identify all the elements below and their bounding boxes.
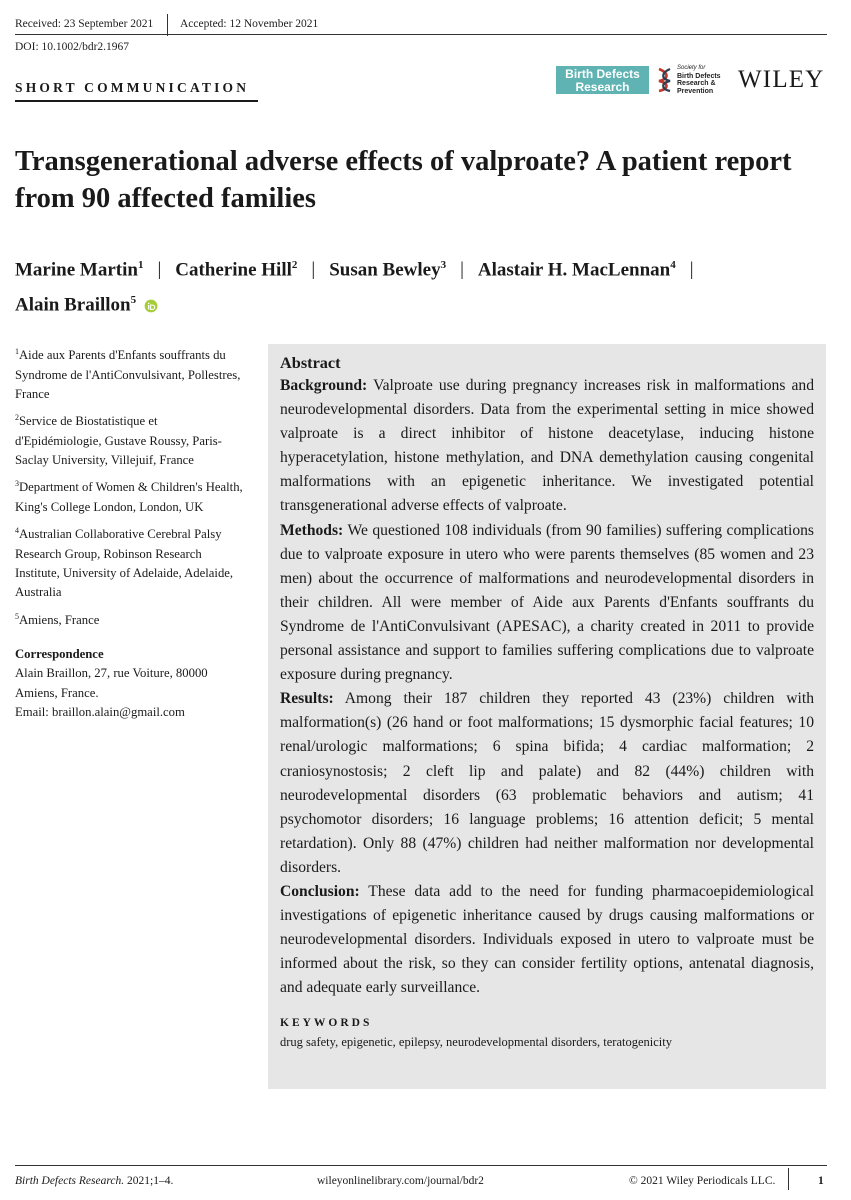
footer-year-pages: 2021;1–4. xyxy=(127,1175,174,1187)
author-separator: | xyxy=(311,259,316,281)
society-logo-small: Society for xyxy=(677,65,706,71)
accepted-date: Accepted: 12 November 2021 xyxy=(180,18,319,30)
page-number: 1 xyxy=(818,1175,824,1187)
author-affil-sup: 4 xyxy=(670,259,676,271)
correspondence-heading: Correspondence xyxy=(15,647,104,662)
society-logo-line1: Birth Defects xyxy=(677,72,721,80)
methods-label: Methods: xyxy=(280,521,344,539)
society-logo xyxy=(655,65,735,97)
keywords-heading: KEYWORDS xyxy=(280,1017,373,1030)
author-separator: | xyxy=(157,259,162,281)
correspondence-line: Amiens, France. xyxy=(15,685,99,700)
background-label: Background: xyxy=(280,377,368,394)
received-date: Received: 23 September 2021 xyxy=(15,18,154,30)
society-logo-line3: Prevention xyxy=(677,87,714,95)
affiliation-text: Australian Collaborative Cerebral Palsy Research Group, Robinson Research Institute, University of Adelaide, Adelaide, Australia xyxy=(15,527,234,600)
affiliations-column xyxy=(15,342,247,722)
footer-journal-name: Birth Defects Research. xyxy=(15,1175,125,1187)
journal-logo-line1: Birth Defects xyxy=(565,67,640,81)
footer-rule xyxy=(15,1165,827,1166)
author-name[interactable]: Catherine Hill xyxy=(175,259,292,281)
conclusion-label: Conclusion: xyxy=(280,882,360,900)
header-rule xyxy=(15,34,827,35)
abstract-results xyxy=(280,687,814,880)
keywords-list: drug safety, epigenetic, epilepsy, neurodevelopmental disorders, teratogenicity xyxy=(280,1035,672,1050)
abstract-conclusion xyxy=(280,880,814,1000)
affiliation-text: Service de Biostatistique et d'Epidémiologie, Gustave Roussy, Paris-Saclay University, Villejuif, France xyxy=(15,414,222,467)
affiliation-item xyxy=(15,342,247,404)
society-logo-line2: Research & xyxy=(677,80,716,88)
background-text: Valproate use during pregnancy increases risk in malformations and neurodevelopmental disorders. Data from the experimental setting in mice showed valproate is a direct inhibitor of histone deacetylase, inducing histone hyperacetylation, histone methylation, and DNA demethylation causing congenital malformations with an epigenetic inheritance. We investigated potential transgenerational adverse effects of valproate. xyxy=(280,377,815,515)
affiliation-text: Department of Women & Children's Health, King's College London, London, UK xyxy=(15,480,243,514)
author-affil-sup: 3 xyxy=(440,259,447,271)
results-label: Results: xyxy=(280,690,334,708)
journal-logo xyxy=(556,66,649,94)
affiliation-text: Aide aux Parents d'Enfants souffrants du Syndrome de l'AntiConvulsivant, Pollestres, France xyxy=(15,348,241,401)
footer-url[interactable]: wileyonlinelibrary.com/journal/bdr2 xyxy=(317,1175,484,1187)
methods-text: We questioned 108 individuals (from 90 families) suffering complications due to valproate exposure in utero who were parents themselves (85 women and 23 men) about the occurrence of malformations and neurodevelopmental disorders in their children. All were member of Aide aux Parents d'Enfants souffrants du Syndrome de l'AntiConvulsivant (APESAC), a charity created in 2011 to provide personal assistance and support to families suffering complications due to valproate exposure during pregnancy. xyxy=(280,521,815,684)
footer-copyright: © 2021 Wiley Periodicals LLC. xyxy=(629,1175,776,1187)
author-affil-sup: 1 xyxy=(137,259,144,271)
affiliation-number: 4 xyxy=(15,526,19,536)
publisher-logo: WILEY xyxy=(738,66,825,93)
affiliation-text: Amiens, France xyxy=(19,612,100,627)
abstract-box xyxy=(268,344,826,1089)
author-name[interactable]: Alain Braillon xyxy=(15,294,131,316)
article-type-label: SHORT COMMUNICATION xyxy=(15,80,250,95)
author-name[interactable]: Susan Bewley xyxy=(329,259,441,281)
correspondence-email[interactable]: Email: braillon.alain@gmail.com xyxy=(15,704,185,719)
affiliation-item xyxy=(15,607,247,631)
conclusion-text: These data add to the need for funding pharmacoepidemiological investigations of epigenetic inheritance caused by drugs causing malformations or neurodevelopmental disorders. Individuals exposed in utero to valproate must be informed about the risk, so they can consider fertility options, antenatal diagnosis, and adequate early surveillance. xyxy=(280,882,814,997)
author-name[interactable]: Marine Martin xyxy=(15,259,138,281)
author-separator: | xyxy=(689,259,694,281)
affiliation-number: 3 xyxy=(15,479,19,489)
author-separator: | xyxy=(460,259,464,281)
footer-citation xyxy=(15,1175,173,1187)
society-emblem-icon xyxy=(655,67,675,93)
results-text: Among their 187 children they reported 43 (23%) children with malformation(s) (26 hand or foot malformations; 15 dysmorphic facial features; 10 renal/urologic malformations; 6 spina bifida; 4 cardiac malformation; 2 craniosynostosis; 2 cleft lip and palate) and 82 (44%) children with neurodevelopmental disorders (63 problematic behaviors and autism; 41 psychomotor disorders; 16 language problems; 16 attention deficit; 5 mental retardation). Only 88 (47%) children had neither malformation nor developmental disorders. xyxy=(280,690,814,876)
doi[interactable]: DOI: 10.1002/bdr2.1967 xyxy=(15,41,130,53)
abstract-background xyxy=(280,374,814,519)
affiliation-number: 2 xyxy=(15,413,19,423)
correspondence-line: Alain Braillon, 27, rue Voiture, 80000 xyxy=(15,666,208,681)
author-name[interactable]: Alastair H. MacLennan xyxy=(477,259,671,281)
author-affil-sup: 5 xyxy=(130,294,137,307)
affiliation-item xyxy=(15,474,247,517)
abstract-methods xyxy=(280,519,814,688)
affiliation-item xyxy=(15,521,247,602)
affiliation-item xyxy=(15,408,247,470)
author-list xyxy=(15,250,830,321)
article-title: Transgenerational adverse effects of valproate? A patient report from 90 affected families xyxy=(15,146,792,214)
article-type-underline xyxy=(15,100,258,102)
author-affil-sup: 2 xyxy=(291,259,298,271)
journal-logo-line2: Research xyxy=(575,79,630,94)
header-divider xyxy=(167,14,168,36)
footer-divider xyxy=(788,1168,789,1190)
abstract-heading: Abstract xyxy=(280,353,341,372)
affiliation-number: 5 xyxy=(15,611,19,621)
orcid-icon[interactable] xyxy=(144,299,158,313)
affiliation-number: 1 xyxy=(15,347,19,356)
